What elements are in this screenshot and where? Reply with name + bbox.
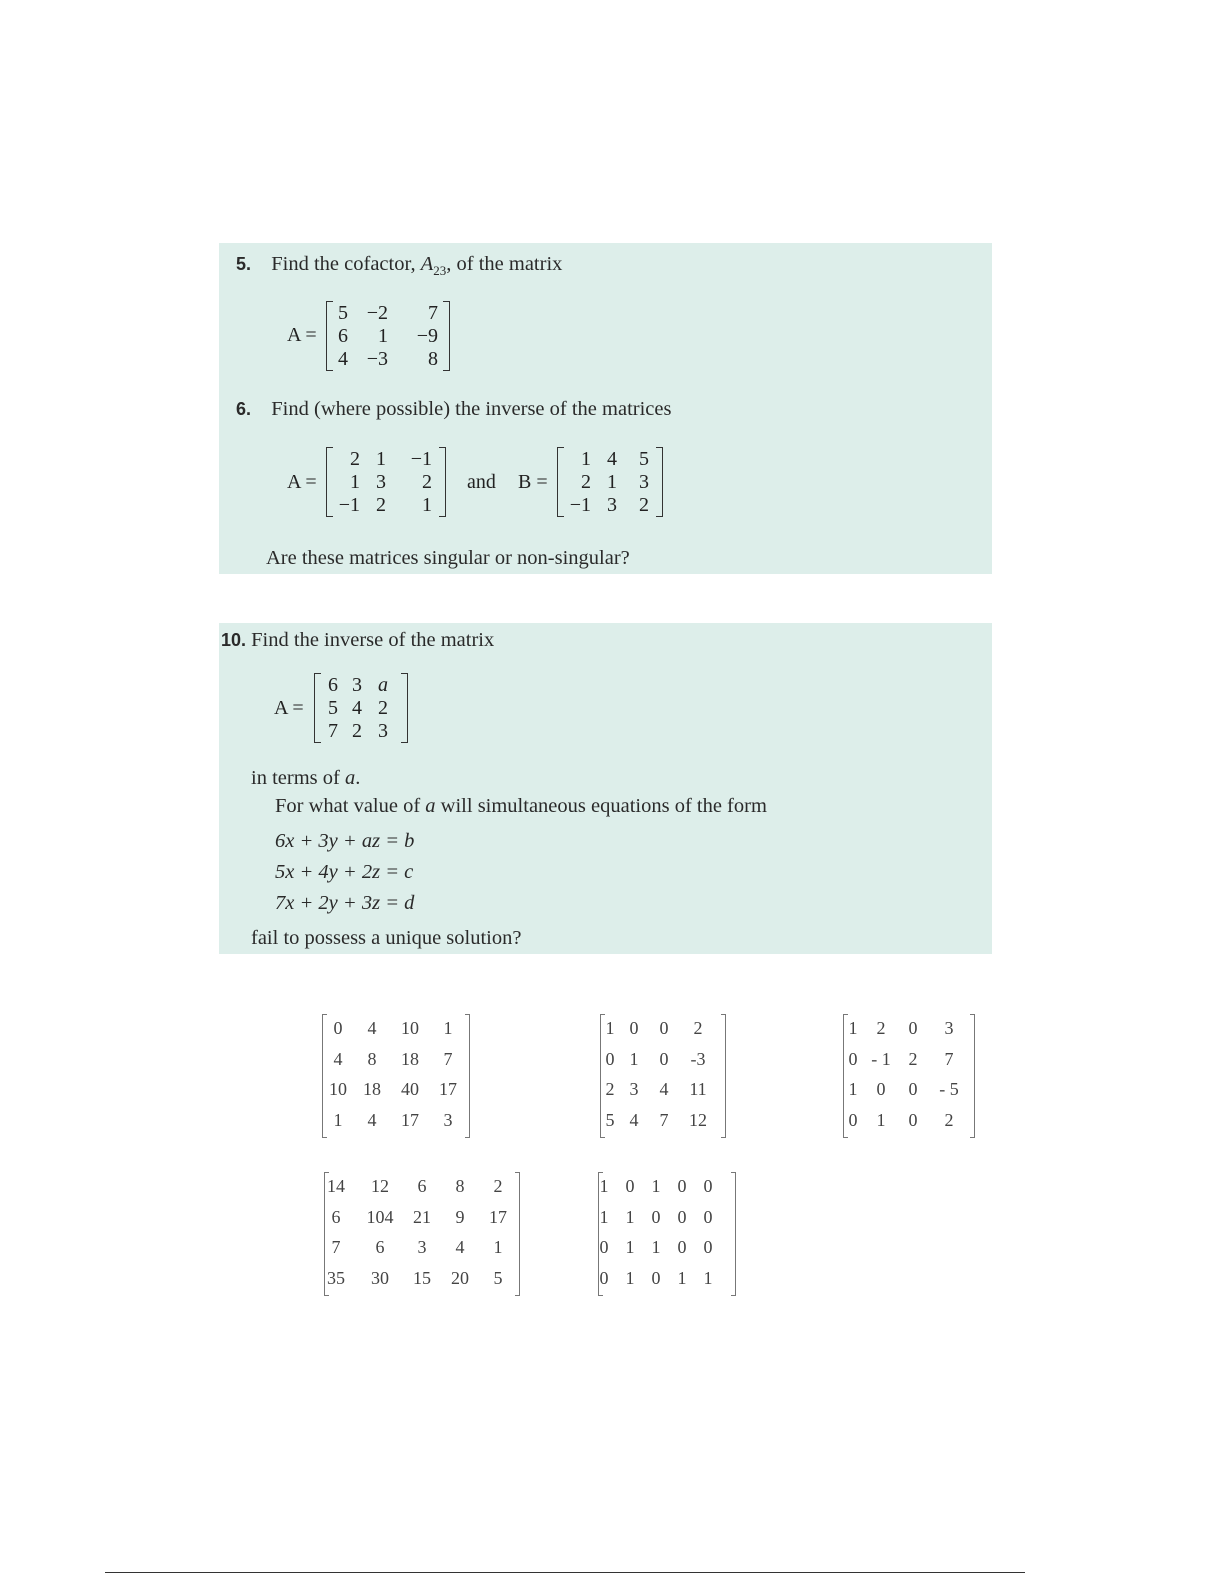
- in-terms-text: in terms of: [251, 767, 345, 789]
- matrix-cell: 2: [639, 494, 649, 516]
- matrix-cell: 10: [329, 1079, 347, 1099]
- matrix-cell: 1: [848, 1018, 858, 1038]
- matrix-label: A =: [287, 324, 317, 346]
- bracket-right: [439, 447, 446, 517]
- matrix-b-problem-6: [557, 447, 663, 517]
- matrix-cell: 2: [876, 1018, 886, 1038]
- matrix-cell: a: [378, 674, 388, 696]
- matrix-a-problem-6: [326, 447, 446, 517]
- matrix-cell: 0: [908, 1079, 918, 1099]
- matrix-cell: 18: [401, 1049, 419, 1069]
- matrix-cell: 1: [876, 1110, 886, 1130]
- matrix-cell: −1: [410, 448, 432, 470]
- matrix-cell: 0: [908, 1110, 918, 1130]
- matrix-cell: 8: [367, 1049, 377, 1069]
- bracket-right: [401, 673, 408, 743]
- matrix-cell: 7: [331, 1237, 341, 1257]
- matrix-cell: −1: [569, 494, 591, 516]
- matrix-cell: 1: [677, 1268, 687, 1288]
- matrix-cell: 11: [689, 1079, 707, 1099]
- cofactor-subscript: 23: [433, 263, 447, 279]
- matrix-cell: 6: [338, 325, 348, 347]
- matrix-cell: 1: [378, 325, 388, 347]
- matrix-cell: 1: [651, 1237, 661, 1257]
- closing-question: fail to possess a unique solution?: [251, 927, 522, 949]
- matrix-cell: 1: [422, 494, 432, 516]
- matrix-cell: 3: [443, 1110, 453, 1130]
- matrix-cell: 17: [439, 1079, 457, 1099]
- matrix-cell: 30: [371, 1268, 389, 1288]
- problem-5-statement: [236, 252, 562, 283]
- matrix-cell: 0: [651, 1207, 661, 1227]
- in-terms-line: [251, 766, 360, 790]
- matrix-cell: 21: [413, 1207, 431, 1227]
- matrix-cell: 0: [703, 1237, 713, 1257]
- matrix-cell: 1: [443, 1018, 453, 1038]
- matrix-cell: 1: [493, 1237, 503, 1257]
- matrix-cell: 3: [378, 720, 388, 742]
- matrix-cell: 15: [413, 1268, 431, 1288]
- matrix-cell: 4: [333, 1049, 343, 1069]
- matrix-cell: 0: [703, 1207, 713, 1227]
- matrix-cell: 6: [417, 1176, 427, 1196]
- bracket-right: [443, 301, 450, 371]
- matrix-cell: 5: [338, 302, 348, 324]
- matrix-cell: −3: [366, 348, 388, 370]
- matrix-cell: 17: [401, 1110, 419, 1130]
- matrix-cell: 1: [625, 1207, 635, 1227]
- matrix-cell: 0: [651, 1268, 661, 1288]
- matrix-cell: 18: [363, 1079, 381, 1099]
- matrix-cell: 4: [352, 697, 362, 719]
- matrix-cell: 0: [599, 1237, 609, 1257]
- matrix-cell: 8: [428, 348, 438, 370]
- matrix-cell: - 1: [871, 1049, 891, 1069]
- matrix-cell: 2: [944, 1110, 954, 1130]
- matrix-cell: 10: [401, 1018, 419, 1038]
- extra-matrix-4: [324, 1172, 520, 1296]
- matrix-cell: 8: [455, 1176, 465, 1196]
- question-text: will simultaneous equations of the form: [435, 795, 767, 817]
- matrix-cell: 0: [908, 1018, 918, 1038]
- matrix-cell: 0: [599, 1268, 609, 1288]
- matrix-cell: 2: [422, 471, 432, 493]
- matrix-cell: 4: [367, 1018, 377, 1038]
- matrix-cell: 5: [605, 1110, 615, 1130]
- cofactor-symbol: A: [420, 253, 434, 275]
- matrix-b-label: B =: [518, 471, 548, 493]
- variable-a: a: [344, 767, 356, 789]
- bracket-right: [515, 1172, 520, 1296]
- extra-matrix-2: [600, 1014, 726, 1138]
- matrix-cell: 3: [417, 1237, 427, 1257]
- matrix-cell: 1: [607, 471, 617, 493]
- matrix-cell: - 5: [939, 1079, 959, 1099]
- matrix-cell: 6: [331, 1207, 341, 1227]
- matrix-cell: 0: [677, 1207, 687, 1227]
- matrix-cell: 1: [333, 1110, 343, 1130]
- matrix-cell: 2: [908, 1049, 918, 1069]
- matrix-cell: 1: [376, 448, 386, 470]
- matrix-cell: 2: [376, 494, 386, 516]
- matrix-cell: 20: [451, 1268, 469, 1288]
- matrix-cell: −9: [416, 325, 438, 347]
- matrix-cell: 0: [659, 1049, 669, 1069]
- matrix-cell: 7: [328, 720, 338, 742]
- equation-1: 6x + 3y + az = b: [275, 830, 415, 852]
- matrix-cell: 5: [493, 1268, 503, 1288]
- matrix-cell: 2: [693, 1018, 703, 1038]
- matrix-cell: 4: [455, 1237, 465, 1257]
- problem-text: Find the cofactor,: [271, 253, 421, 275]
- matrix-cell: 0: [625, 1176, 635, 1196]
- matrix-cell: 7: [443, 1049, 453, 1069]
- matrix-cell: 35: [327, 1268, 345, 1288]
- matrix-cell: 7: [659, 1110, 669, 1130]
- matrix-cell: 5: [639, 448, 649, 470]
- matrix-cell: 1: [703, 1268, 713, 1288]
- matrix-cell: 0: [876, 1079, 886, 1099]
- matrix-cell: 0: [677, 1237, 687, 1257]
- matrix-cell: 1: [625, 1237, 635, 1257]
- question-text: For what value of: [275, 795, 426, 817]
- matrix-cell: 4: [629, 1110, 639, 1130]
- matrix-cell: 4: [607, 448, 617, 470]
- bracket-right: [465, 1014, 470, 1138]
- matrix-cell: 17: [489, 1207, 507, 1227]
- matrix-cell: 2: [378, 697, 388, 719]
- variable-a: a: [425, 795, 436, 817]
- matrix-cell: 5: [328, 697, 338, 719]
- matrix-cell: 1: [651, 1176, 661, 1196]
- matrix-cell: 1: [625, 1268, 635, 1288]
- matrix-a-problem-10: [314, 673, 408, 743]
- matrix-cell: 6: [328, 674, 338, 696]
- matrix-a-problem-5: [326, 301, 450, 371]
- matrix-cell: 0: [605, 1049, 615, 1069]
- problem-number: 5.: [236, 254, 252, 274]
- matrix-cell: 9: [455, 1207, 465, 1227]
- extra-matrix-5: [598, 1172, 736, 1296]
- bracket-right: [731, 1172, 736, 1296]
- footer-divider: [105, 1572, 1025, 1573]
- matrix-cell: 6: [375, 1237, 385, 1257]
- matrix-cell: 0: [677, 1176, 687, 1196]
- matrix-cell: 0: [703, 1176, 713, 1196]
- matrix-cell: 0: [629, 1018, 639, 1038]
- matrix-cell: 3: [629, 1079, 639, 1099]
- equation-3: 7x + 2y + 3z = d: [275, 892, 415, 914]
- matrix-cell: 1: [848, 1079, 858, 1099]
- matrix-cell: 104: [366, 1207, 394, 1227]
- matrix-cell: 4: [338, 348, 348, 370]
- problem-number: 6.: [236, 399, 252, 419]
- matrix-cell: 14: [327, 1176, 345, 1196]
- matrix-cell: 3: [352, 674, 362, 696]
- problem-text: Find the inverse of the matrix: [251, 629, 495, 651]
- problem-text: , of the matrix: [446, 253, 563, 275]
- matrix-cell: −2: [366, 302, 388, 324]
- matrix-cell: 40: [401, 1079, 419, 1099]
- matrix-cell: 3: [376, 471, 386, 493]
- matrix-cell: 0: [848, 1049, 858, 1069]
- equation-2: 5x + 4y + 2z = c: [275, 861, 414, 883]
- matrix-cell: -3: [690, 1049, 706, 1069]
- problem-number: 10.: [221, 630, 247, 650]
- matrix-cell: 1: [350, 471, 360, 493]
- matrix-cell: 7: [428, 302, 438, 324]
- problem-10-statement: [221, 628, 494, 652]
- period: .: [355, 767, 361, 789]
- matrix-cell: 12: [371, 1176, 389, 1196]
- bracket-right: [721, 1014, 726, 1138]
- matrix-cell: 2: [605, 1079, 615, 1099]
- matrix-cell: 1: [599, 1176, 609, 1196]
- matrix-cell: 12: [689, 1110, 707, 1130]
- matrix-cell: 2: [352, 720, 362, 742]
- matrix-cell: 2: [493, 1176, 503, 1196]
- problem-6-statement: [236, 397, 671, 421]
- extra-matrix-1: [322, 1014, 470, 1138]
- matrix-cell: 0: [848, 1110, 858, 1130]
- matrix-cell: 1: [581, 448, 591, 470]
- matrix-a-label: A =: [287, 471, 317, 493]
- matrix-label: A =: [274, 697, 304, 719]
- matrix-cell: 1: [605, 1018, 615, 1038]
- matrix-cell: 3: [944, 1018, 954, 1038]
- bracket-right: [970, 1014, 975, 1138]
- bracket-right: [656, 447, 663, 517]
- connector-and: and: [467, 471, 496, 493]
- matrix-cell: 3: [607, 494, 617, 516]
- matrix-cell: 2: [350, 448, 360, 470]
- matrix-cell: −1: [338, 494, 360, 516]
- matrix-cell: 1: [629, 1049, 639, 1069]
- extra-matrix-3: [843, 1014, 975, 1138]
- problem-text: Find (where possible) the inverse of the matrices: [271, 398, 672, 420]
- matrix-cell: 7: [944, 1049, 954, 1069]
- matrix-cell: 0: [333, 1018, 343, 1038]
- matrix-cell: 3: [639, 471, 649, 493]
- matrix-cell: 4: [367, 1110, 377, 1130]
- singular-question: Are these matrices singular or non-singular?: [266, 547, 630, 569]
- matrix-cell: 2: [581, 471, 591, 493]
- question-line: [275, 794, 767, 818]
- matrix-cell: 0: [659, 1018, 669, 1038]
- matrix-cell: 1: [599, 1207, 609, 1227]
- matrix-cell: 4: [659, 1079, 669, 1099]
